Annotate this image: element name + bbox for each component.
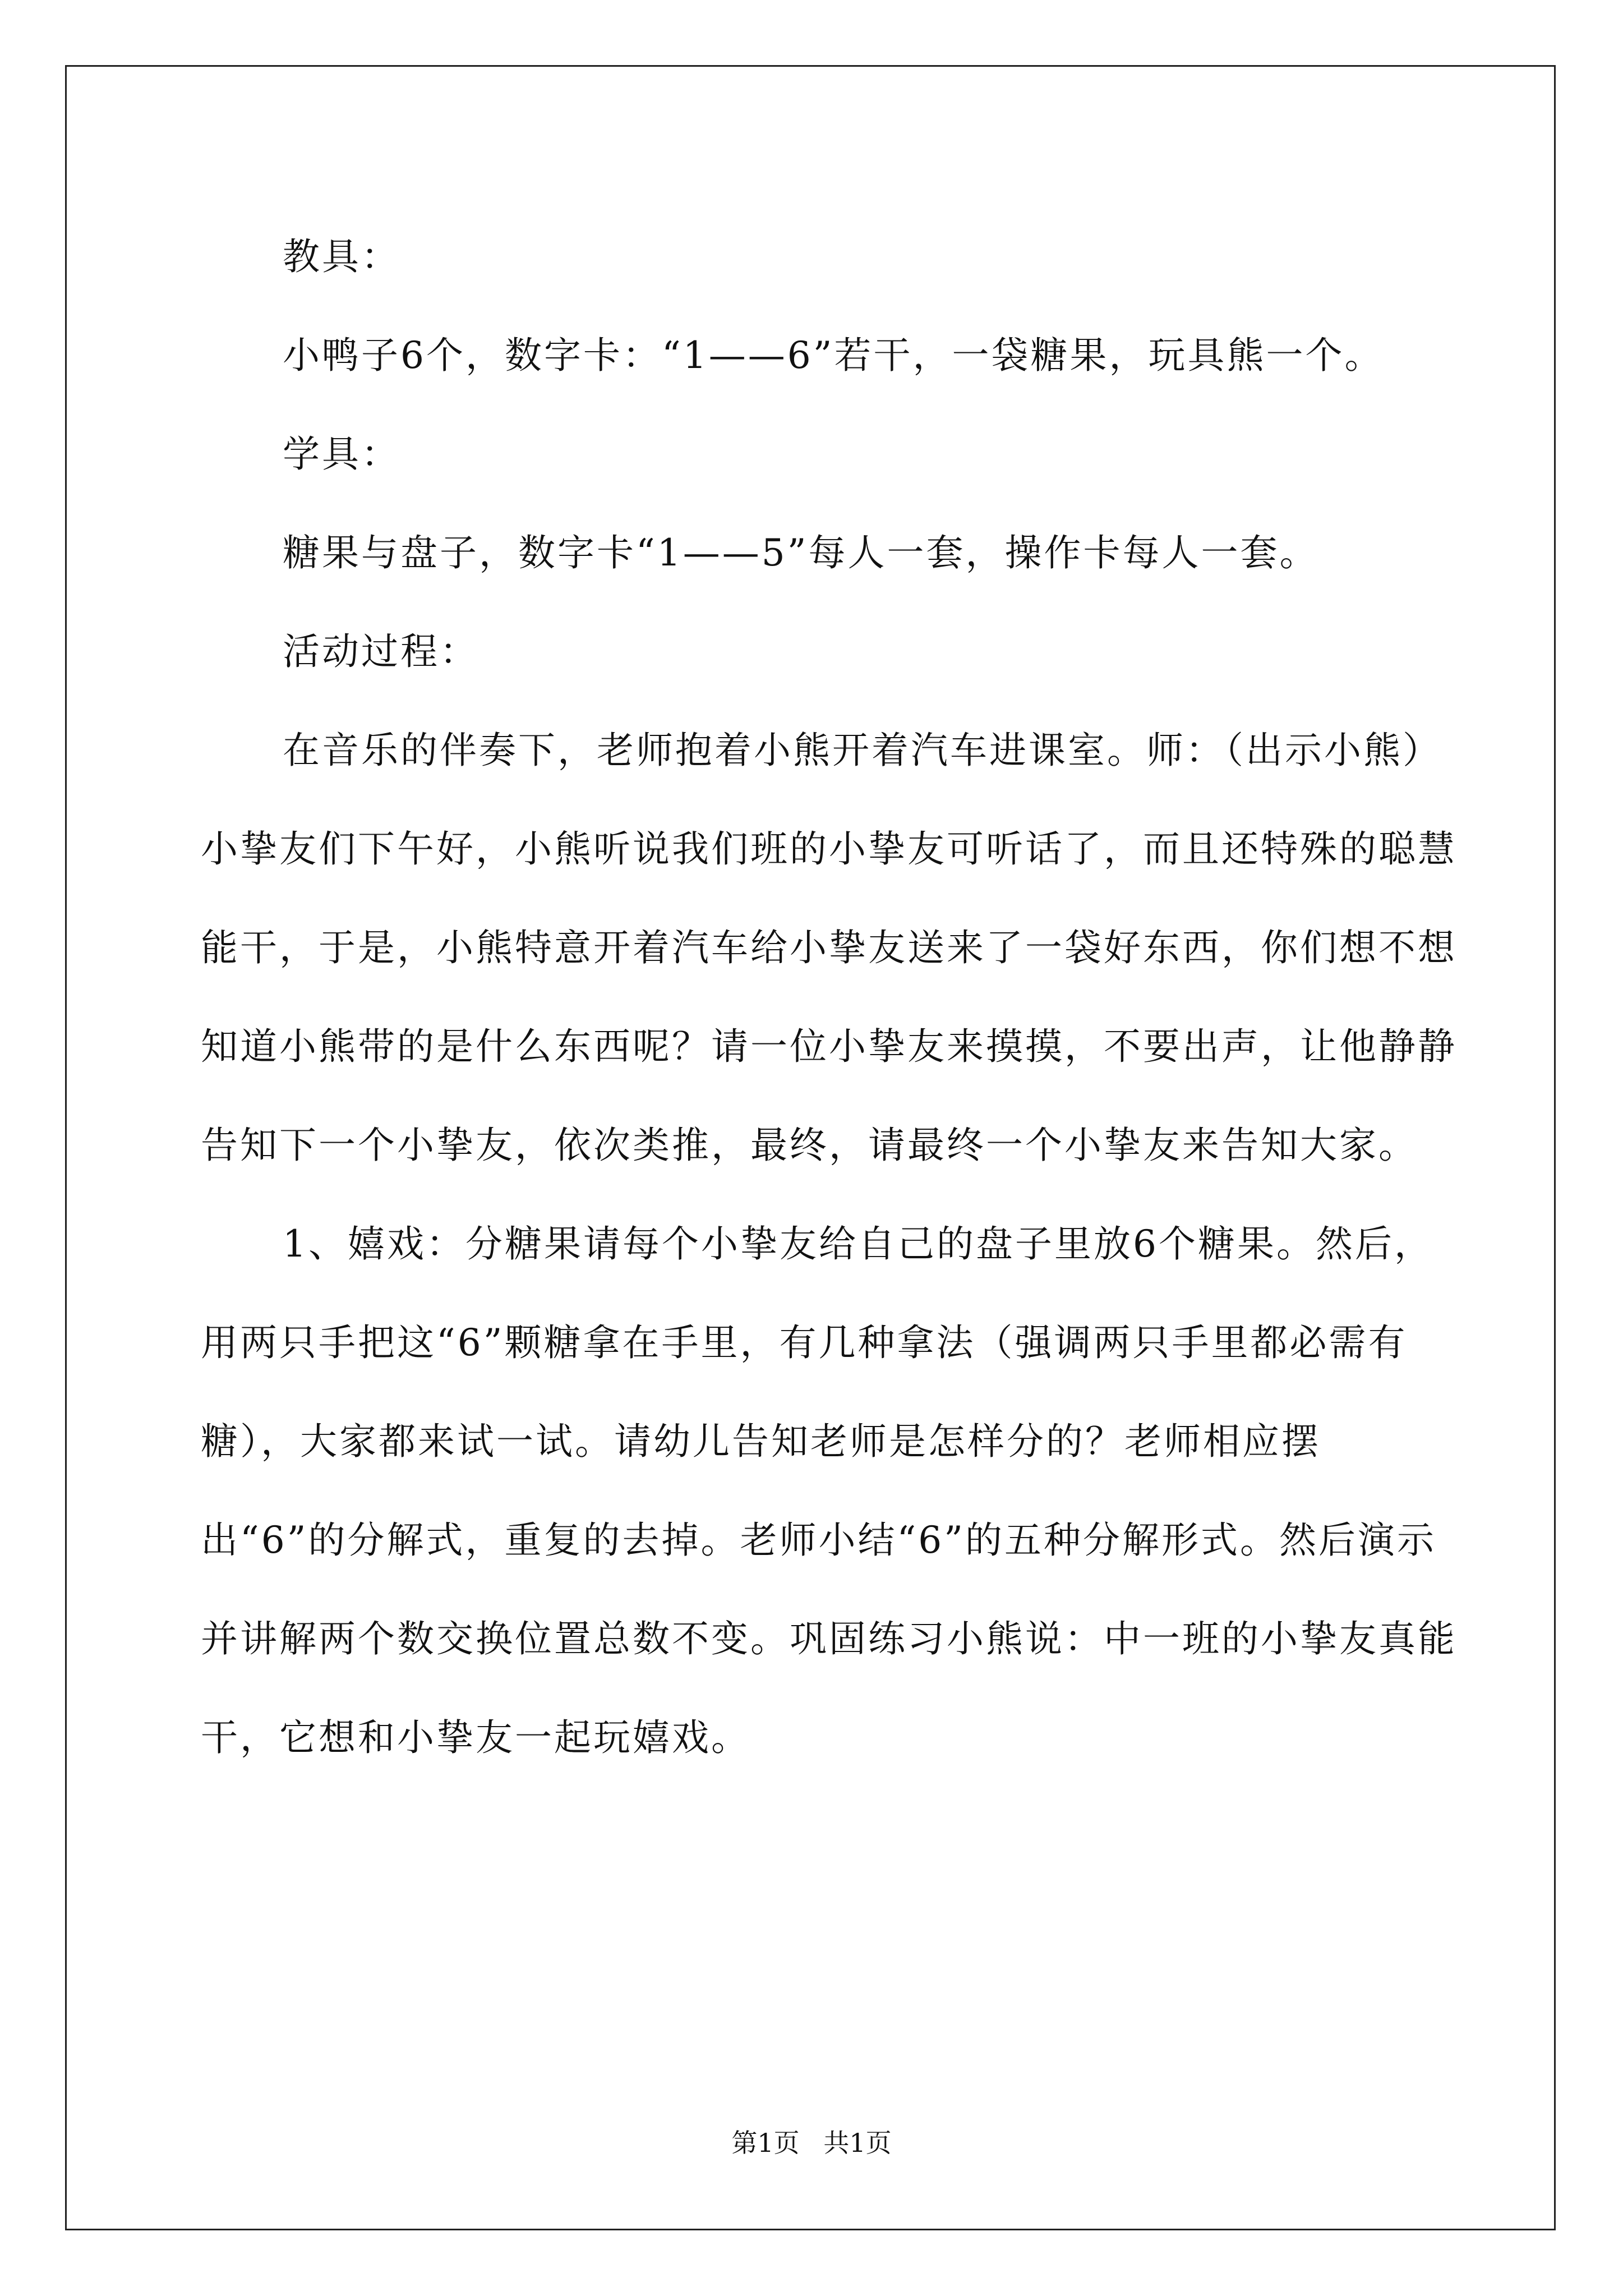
page-number: 第1页 [731,2128,800,2158]
document-body [201,208,1457,1787]
paragraph-teaching-aids: 小鸭子6个，数字卡：“1——6”若干，一袋糖果，玩具熊一个。 [283,334,1384,377]
paragraph-learning-aids-heading: 学具： [283,432,400,476]
page-footer [0,2126,1623,2160]
paragraph-activity-intro: 在音乐的伴奏下，老师抱着小熊开着汽车进课室。师：（出示小熊）小挚友们下午好，小熊听说我们班的小挚友可听话了，而且还特殊的聪慧能干，于是，小熊特意开着汽车给小挚友送来了一袋好东西，你们想不想知道小熊带的是什么东西呢？请一位小挚友来摸摸，不要出声，让他静静告知下一个小挚友，依次类推，最终，请最终一个小挚友来告知大家。 [201,729,1457,1167]
paragraph-learning-aids: 糖果与盘子，数字卡“1——5”每人一套，操作卡每人一套。 [283,531,1319,574]
paragraph-teaching-aids-heading: 教具： [283,235,400,278]
paragraph-activity-heading: 活动过程： [283,630,479,673]
page-total: 共1页 [823,2128,892,2158]
paragraph-game: 1、嬉戏：分糖果请每个小挚友给自己的盘子里放6个糖果。然后，用两只手把这“6”颗糖拿在手里，有几种拿法（强调两只手里都必需有糖），大家都来试一试。请幼儿告知老师是怎样分的？老师相应摆出“6”的分解式，重复的去掉。老师小结“6”的五种分解形式。然后演示并讲解两个数交换位置总数不变。巩固练习小熊说：中一班的小挚友真能干，它想和小挚友一起玩嬉戏。 [201,1222,1457,1759]
